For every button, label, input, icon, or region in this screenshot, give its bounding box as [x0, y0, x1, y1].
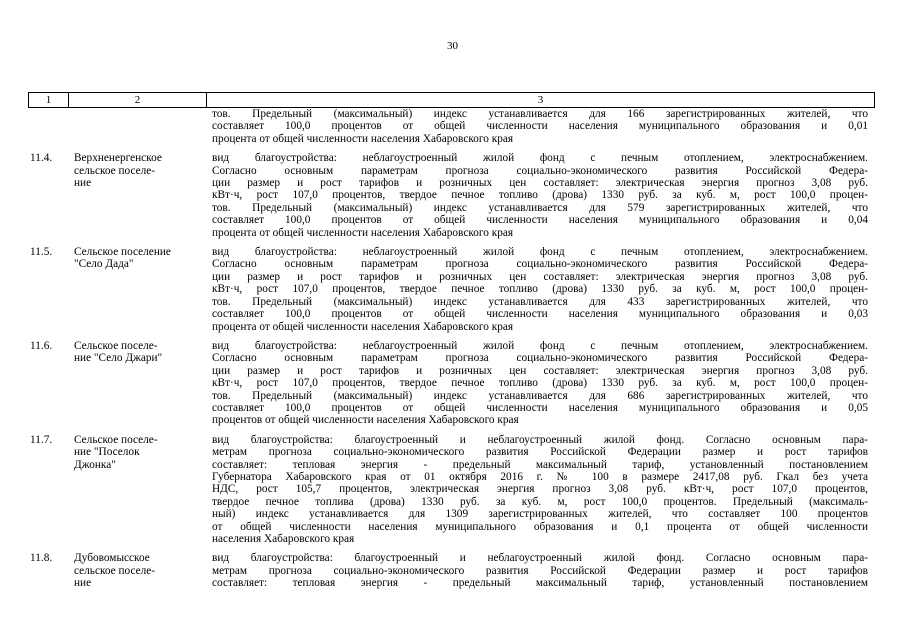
text-line: составляет 100,0 процентов от общей численности населения муниципального образования и 0,05	[212, 401, 868, 414]
text-line: твердое печное топлива (дрова) 1330 руб. за куб. м, рост 100,0 процентов. Предельный (максималь-	[212, 495, 868, 508]
table-row	[28, 246, 875, 333]
text-line: составляет 100,0 процентов от общей численности населения муниципального образования и 0,04	[212, 214, 868, 227]
row-number: 11.7.	[30, 433, 53, 446]
table-row	[28, 340, 875, 427]
text-line: составляет: тепловая энергия - предельный максимальный тариф, установленный постановлением	[212, 577, 868, 590]
table-body	[28, 108, 875, 590]
text-line: Губернатора Хабаровского края от 01 октября 2016 г. № 100 в размере 2417,08 руб. Гкал без учета	[212, 470, 868, 483]
text-line: вид благоустройства: благоустроенный и неблагоустроенный жилой фонд. Согласно основным пара-	[212, 552, 868, 565]
text-line: ции размер и рост тарифов и розничных цен составляет: электрическая энергия прогноз 3,08 руб.	[212, 177, 868, 190]
text-line: Согласно основным параметрам прогноза социально-экономического развития Российской Федера-	[212, 258, 868, 271]
row-number: 11.8.	[30, 552, 53, 565]
text-line: вид благоустройства: благоустроенный и неблагоустроенный жилой фонд. Согласно основным пара-	[212, 433, 868, 446]
text-line: ный) индекс устанавливается для 1309 зарегистрированных жителей, что составляет 100 процентов	[212, 508, 868, 521]
text-line: метрам прогноза социально-экономического развития Российской Федерации размер и рост тарифов	[212, 446, 868, 459]
page-number: 30	[447, 40, 458, 52]
text-line: процента от общей численности населения Хабаровского края	[212, 226, 514, 239]
name-line: Сельское поселе-	[74, 433, 158, 446]
text-line: от общей численности населения муниципального образования и 0,1 процента от общей численности	[212, 520, 868, 533]
text-line: кВт·ч, рост 107,0 процентов, твердое печное топливо (дрова) 1330 руб. за куб. м, рост 100,0 процен-	[212, 377, 868, 390]
text-line: составляет: тепловая энергия - предельный максимальный тариф, установленный постановлением	[212, 458, 868, 471]
name-line: Верхненергенское	[74, 152, 162, 165]
settlement-description	[212, 152, 868, 239]
header-col-2: 2	[68, 93, 206, 107]
name-line: Сельское поселение	[74, 246, 171, 259]
row-number: 11.5.	[30, 246, 53, 259]
text-line: процента от общей численности населения Хабаровского края	[212, 132, 514, 145]
row-number: 11.4.	[30, 152, 53, 165]
table-row	[28, 434, 875, 546]
settlement-name	[74, 246, 212, 333]
table-row	[28, 552, 875, 589]
name-line: Дубовомысское	[74, 552, 150, 565]
settlement-name	[74, 552, 212, 589]
name-line: сельское поселе-	[74, 164, 156, 177]
text-line: составляет 100,0 процентов от общей численности населения муниципального образования и 0,03	[212, 308, 868, 321]
name-line: "Село Дада"	[74, 258, 134, 271]
text-line: тов. Предельный (максимальный) индекс устанавливается для 166 зарегистрированных жителей, что	[212, 108, 868, 120]
row-number: 11.6.	[30, 339, 53, 352]
text-line: тов. Предельный (максимальный) индекс устанавливается для 433 зарегистрированных жителей, что	[212, 295, 868, 308]
name-line: ние	[74, 177, 92, 190]
name-line: ние	[74, 577, 92, 590]
text-line: метрам прогноза социально-экономического развития Российской Федерации размер и рост тарифов	[212, 564, 868, 577]
name-line: Джонка"	[74, 458, 116, 471]
text-line: вид благоустройства: неблагоустроенный жилой фонд с печным отоплением, электроснабжением.	[212, 246, 868, 259]
settlement-name	[74, 340, 212, 427]
name-line: сельское поселе-	[74, 564, 156, 577]
text-line: населения Хабаровского края	[212, 533, 355, 545]
text-line: ции размер и рост тарифов и розничных цен составляет: электрическая энергия прогноз 3,08 руб.	[212, 270, 868, 283]
text-line: НДС, рост 105,7 процентов, электрическая энергия прогноз 3,08 руб. кВт·ч, рост 107,0 процентов,	[212, 483, 868, 496]
table-header	[28, 92, 875, 108]
text-line: кВт·ч, рост 107,0 процентов, твердое печное топливо (дрова) 1330 руб. за куб. м, рост 100,0 процен-	[212, 283, 868, 296]
text-line: вид благоустройства: неблагоустроенный жилой фонд с печным отоплением, электроснабжением.	[212, 339, 868, 352]
settlement-name	[74, 152, 212, 239]
text-line: ции размер и рост тарифов и розничных цен составляет: электрическая энергия прогноз 3,08 руб.	[212, 364, 868, 377]
text-line: процента от общей численности населения Хабаровского края	[212, 320, 514, 333]
text-line: процентов от общей численности населения Хабаровского края	[212, 414, 519, 427]
name-line: ние "Поселок	[74, 446, 140, 459]
settlement-description	[212, 340, 868, 427]
settlement-description	[212, 246, 868, 333]
settlement-name	[74, 434, 212, 546]
text-line: вид благоустройства: неблагоустроенный жилой фонд с печным отоплением, электроснабжением.	[212, 152, 868, 165]
header-col-3: 3	[206, 93, 874, 107]
settlement-description	[212, 434, 868, 546]
name-line: Сельское поселе-	[74, 339, 158, 352]
table-row	[28, 152, 875, 239]
header-col-1: 1	[45, 94, 52, 106]
name-line: ние "Село Джари"	[74, 352, 163, 365]
continuation-text	[212, 108, 868, 145]
settlement-description	[212, 552, 868, 589]
text-line: Согласно основным параметрам прогноза социально-экономического развития Российской Федера-	[212, 164, 868, 177]
text-line: составляет 100,0 процентов от общей численности населения муниципального образования и 0,01	[212, 120, 868, 133]
text-line: Согласно основным параметрам прогноза социально-экономического развития Российской Федера-	[212, 352, 868, 365]
text-line: тов. Предельный (максимальный) индекс устанавливается для 686 зарегистрированных жителей, что	[212, 389, 868, 402]
text-line: кВт·ч, рост 107,0 процентов, твердое печное топливо (дрова) 1330 руб. за куб. м, рост 100,0 процен-	[212, 189, 868, 202]
text-line: тов. Предельный (максимальный) индекс устанавливается для 579 зарегистрированных жителей, что	[212, 201, 868, 214]
